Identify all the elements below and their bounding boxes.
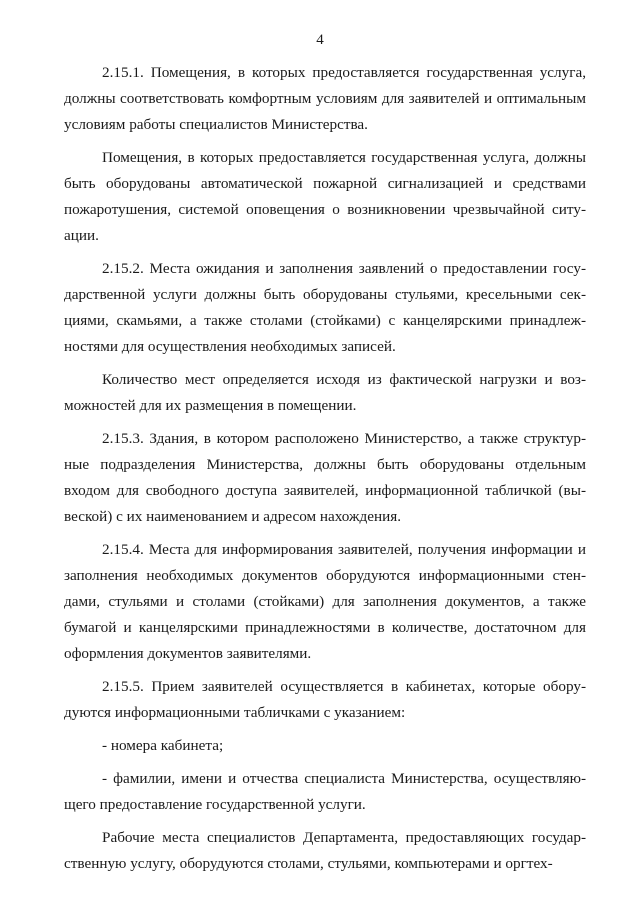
- paragraph-2-15-4: 2.15.4. Места для информирования заявителей, получения информации и заполнения необходимых документов оборудуются информационными стендами, стульями и столами (стойками) для заполнения документов, а также бумагой и канцелярскими принадлежностями в количестве, достаточном для оформления документов заявителями.: [64, 541, 586, 662]
- paragraph-2-15-1: 2.15.1. Помещения, в которых предоставляется государственная услуга, должны соответствовать комфортным условиям для заявителей и оптимальным условиям работы специалистов Министерства.: [64, 64, 586, 133]
- list-item-specialist-name: - фамилии, имени и отчества специалиста Министерства, осуществляющего предоставление государственной услуги.: [64, 770, 586, 813]
- paragraph-2-15-3: 2.15.3. Здания, в котором расположено Министерство, а также структурные подразделения Министерства, должны быть оборудованы отдельным входом для свободного доступа заявителей, информационной табличкой (вывеской) с их наименованием и адресом нахождения.: [64, 430, 586, 525]
- paragraph-seat-count: Количество мест определяется исходя из фактической нагрузки и возможностей для их размещения в помещении.: [64, 371, 586, 414]
- document-body: [64, 60, 586, 877]
- paragraph-2-15-5: 2.15.5. Прием заявителей осуществляется в кабинетах, которые оборудуются информационными табличками с указанием:: [64, 678, 586, 721]
- paragraph-workplaces: Рабочие места специалистов Департамента, предоставляющих государственную услугу, оборудуются столами, стульями, компьютерами и оргтех-: [64, 829, 586, 872]
- page-number: 4: [316, 32, 324, 48]
- paragraph-2-15-2: 2.15.2. Места ожидания и заполнения заявлений о предоставлении государственной услуги должны быть оборудованы стульями, кресельными секциями, скамьями, а также столами (стойками) с канцелярскими принадлежностями для осуществления необходимых записей.: [64, 260, 586, 355]
- paragraph-fire-safety: Помещения, в которых предоставляется государственная услуга, должны быть оборудованы автоматической пожарной сигнализацией и средствами пожаротушения, системой оповещения о возникновении чрезвычайной ситуации.: [64, 149, 586, 244]
- list-item-cabinet-number: - номера кабинета;: [102, 737, 224, 754]
